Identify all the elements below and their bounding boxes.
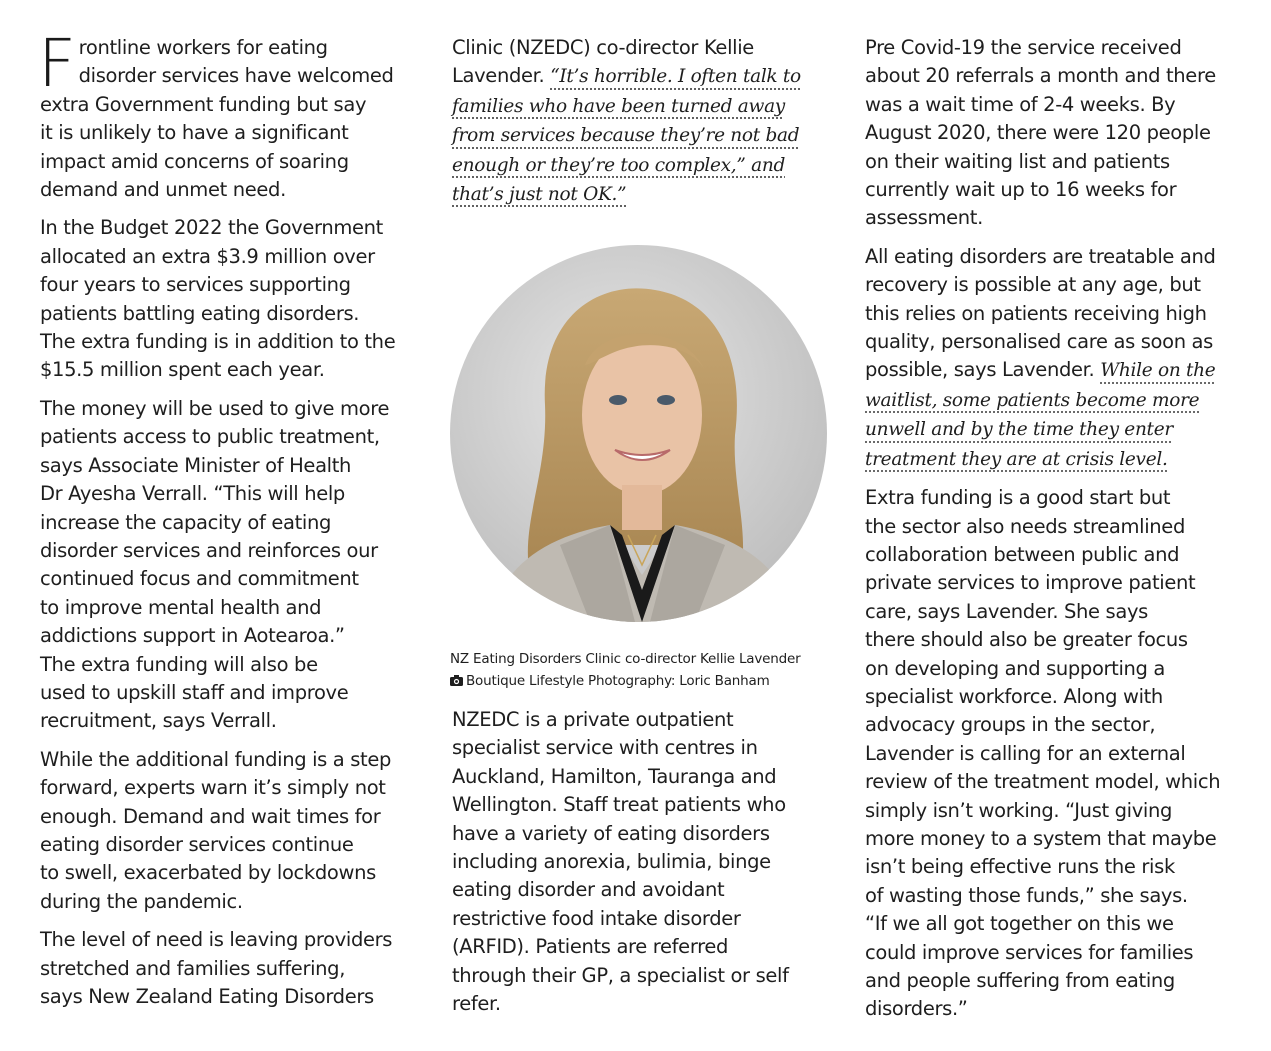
intro-paragraph [38,25,412,204]
paragraph-referrals: Pre Covid-19 the service received about 20 referrals a month and there was a wait time of 2-4 weeks. By August 2020, there were 120 people on their waiting list and patients currently wait up to 16 weeks for assessment. [865,36,1216,230]
drop-cap: F [38,25,76,102]
paragraph-need: The level of need is leaving providers stretched and families suffering, says New Zealand Eating Disorders [40,928,393,1008]
caption-credit-row [450,670,840,692]
paragraph-experts: While the additional funding is a step forward, experts warn it’s simply not enough. Demand and wait times for eating disorder services continue to swell, exacerbated by lockdowns during the pandemic. [40,747,392,913]
column-1 [38,25,412,1021]
intro-text: rontline workers for eating disorder services have welcomed extra Government funding but say it is unlikely to have a significant impact amid concerns of soaring demand and unmet need. [40,36,394,202]
pull-quote-horrible: “It’s horrible. I often talk to families who have been turned away from services because they’re not bad enough or they’re too complex,” and that’s just not OK.” [452,66,801,206]
paragraph-budget: In the Budget 2022 the Government allocated an extra $3.9 million over four years to services supporting patients battling eating disorders. The extra funding is in addition to the $15.5 million spent each year. [40,216,396,382]
treatable-lead-text: All eating disorders are treatable and recovery is possible at any age, but this relies on patients receiving high quality, personalised care as soon as possible, says Lavender. [865,244,1216,382]
quote-lead-text: Clinic (NZEDC) co-director Kellie Lavender. [452,36,754,88]
paragraph-extra-funding: Extra funding is a good start but the sector also needs streamlined collaboration between public and private services to improve patient care, says Lavender. She says there should also be greater focus on developing and supporting a specialist workforce. Along with advocacy groups in the sector, Lavender is calling for an external review of the treatment model, which simply isn’t working. “Just giving more money to a system that maybe isn’t being effective runs the risk of wasting those funds,” she says. “If we all got together on this we could improve services for families and people suffering from eating disorders.” [865,486,1221,1021]
column-2-top [452,34,832,219]
paragraph-minister: The money will be used to give more patients access to public treatment, says Associate Minister of Health Dr Ayesha Verrall. “This will help increase the capacity of eating disorder services and reinforces our continued focus and commitment to improve mental health and addictions support in Aotearoa.” The extra funding will also be used to upskill staff and improve recruitment, says Verrall. [40,396,390,733]
camera-icon [450,671,463,682]
pull-quote-waitlist: While on the waitlist, some patients become more unwell and by the time they enter treatment they are at crisis level. [865,360,1216,470]
photo-caption [450,648,840,692]
portrait-photo [450,245,827,622]
column-2-bottom [452,706,832,1028]
paragraph-clinic-quote [452,34,832,209]
column-3 [865,34,1245,1034]
paragraph-treatable [865,243,1245,474]
caption-title: NZ Eating Disorders Clinic co-director Kellie Lavender [450,651,801,667]
caption-credit: Boutique Lifestyle Photography: Loric Banham [466,673,770,689]
paragraph-nzedc: NZEDC is a private outpatient specialist service with centres in Auckland, Hamilton, Tauranga and Wellington. Staff treat patients who have a variety of eating disorders including anorexia, bulimia, binge eating disorder and avoidant restrictive food intake disorder (ARFID). Patients are referred through their GP, a specialist or self refer. [452,708,789,1016]
